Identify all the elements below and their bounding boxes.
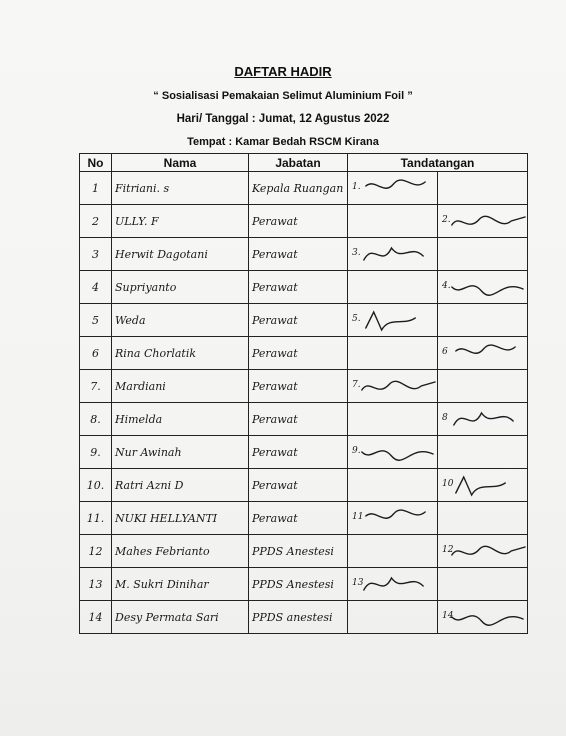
document-title: DAFTAR HADIR xyxy=(234,64,332,79)
handwritten-signature xyxy=(348,502,437,534)
row-position: PPDS Anestesi xyxy=(249,535,348,568)
row-name: Nur Awinah xyxy=(112,436,249,469)
table-row xyxy=(80,469,528,502)
row-position: Perawat xyxy=(249,436,348,469)
row-name: Ratri Azni D xyxy=(112,469,249,502)
table-row xyxy=(80,304,528,337)
row-position: Perawat xyxy=(249,403,348,436)
row-position: Perawat xyxy=(249,469,348,502)
table-row xyxy=(80,337,528,370)
row-number: 12 xyxy=(80,535,112,568)
row-position: Perawat xyxy=(249,304,348,337)
table-row xyxy=(80,271,528,304)
row-position: Perawat xyxy=(249,205,348,238)
date-line: Hari/ Tanggal : Jumat, 12 Agustus 2022 xyxy=(176,113,390,125)
table-header-row xyxy=(80,154,528,172)
table-row xyxy=(80,601,528,634)
signature-cell xyxy=(438,271,528,304)
signature-number: 14 xyxy=(442,611,454,621)
row-position: Perawat xyxy=(249,238,348,271)
event-name: “ Sosialisasi Pemakaian Selimut Aluminium Foil ” xyxy=(153,90,413,102)
signature-cell xyxy=(348,304,438,337)
signature-cell xyxy=(438,403,528,436)
row-position: Perawat xyxy=(249,370,348,403)
signature-cell xyxy=(348,601,438,634)
row-position: PPDS anestesi xyxy=(249,601,348,634)
row-number: 9. xyxy=(80,436,112,469)
handwritten-signature xyxy=(348,370,437,402)
handwritten-signature xyxy=(438,469,527,501)
signature-number: 4. xyxy=(442,281,451,291)
handwritten-signature xyxy=(348,172,437,204)
row-number: 10. xyxy=(80,469,112,502)
row-position: Kepala Ruangan xyxy=(249,172,348,205)
row-name: Mahes Febrianto xyxy=(112,535,249,568)
header-nama: Nama xyxy=(112,154,249,172)
signature-number: 12 xyxy=(442,545,454,555)
row-position: Perawat xyxy=(249,271,348,304)
handwritten-signature xyxy=(438,271,527,303)
signature-cell xyxy=(438,370,528,403)
row-number: 14 xyxy=(80,601,112,634)
signature-cell xyxy=(438,337,528,370)
signature-number: 5. xyxy=(352,314,361,324)
signature-number: 8 xyxy=(442,413,448,423)
signature-cell xyxy=(438,568,528,601)
place-line: Tempat : Kamar Bedah RSCM Kirana xyxy=(187,136,379,148)
signature-cell xyxy=(348,535,438,568)
handwritten-signature xyxy=(348,304,437,336)
signature-number: 13 xyxy=(352,578,364,588)
signature-cell xyxy=(438,172,528,205)
signature-cell xyxy=(348,403,438,436)
signature-number: 7. xyxy=(352,380,361,390)
table-row xyxy=(80,568,528,601)
signature-cell xyxy=(438,535,528,568)
signature-cell xyxy=(348,436,438,469)
table-row xyxy=(80,172,528,205)
row-name: Rina Chorlatik xyxy=(112,337,249,370)
row-position: Perawat xyxy=(249,502,348,535)
signature-number: 3. xyxy=(352,248,361,258)
signature-cell xyxy=(348,568,438,601)
table-row xyxy=(80,436,528,469)
row-number: 4 xyxy=(80,271,112,304)
row-number: 11. xyxy=(80,502,112,535)
row-number: 5 xyxy=(80,304,112,337)
row-number: 1 xyxy=(80,172,112,205)
table-row xyxy=(80,502,528,535)
signature-cell xyxy=(438,436,528,469)
row-name: Fitriani. s xyxy=(112,172,249,205)
row-name: Mardiani xyxy=(112,370,249,403)
header-no: No xyxy=(80,154,112,172)
signature-cell xyxy=(438,205,528,238)
table-row xyxy=(80,370,528,403)
row-name: Desy Permata Sari xyxy=(112,601,249,634)
row-name: Supriyanto xyxy=(112,271,249,304)
row-number: 7. xyxy=(80,370,112,403)
row-number: 8. xyxy=(80,403,112,436)
signature-cell xyxy=(348,172,438,205)
handwritten-signature xyxy=(348,568,437,600)
signature-cell xyxy=(348,502,438,535)
signature-cell xyxy=(438,601,528,634)
signature-number: 9. xyxy=(352,446,361,456)
signature-number: 6 xyxy=(442,347,448,357)
row-position: Perawat xyxy=(249,337,348,370)
handwritten-signature xyxy=(438,403,527,435)
signature-cell xyxy=(348,205,438,238)
signature-cell xyxy=(438,238,528,271)
signature-number: 11 xyxy=(352,512,364,522)
handwritten-signature xyxy=(348,238,437,270)
row-name: NUKI HELLYANTI xyxy=(112,502,249,535)
table-row xyxy=(80,205,528,238)
row-name: Weda xyxy=(112,304,249,337)
row-position: PPDS Anestesi xyxy=(249,568,348,601)
table-row xyxy=(80,403,528,436)
signature-cell xyxy=(348,337,438,370)
row-name: Herwit Dagotani xyxy=(112,238,249,271)
row-name: Himelda xyxy=(112,403,249,436)
header-jabatan: Jabatan xyxy=(249,154,348,172)
handwritten-signature xyxy=(438,535,527,567)
signature-cell xyxy=(348,271,438,304)
table-row xyxy=(80,535,528,568)
row-name: ULLY. F xyxy=(112,205,249,238)
row-number: 2 xyxy=(80,205,112,238)
handwritten-signature xyxy=(438,601,527,633)
signature-number: 1. xyxy=(352,182,361,192)
attendance-table xyxy=(79,153,528,634)
signature-number: 2. xyxy=(442,215,451,225)
signature-cell xyxy=(438,502,528,535)
handwritten-signature xyxy=(438,205,527,237)
row-name: M. Sukri Dinihar xyxy=(112,568,249,601)
signature-number: 10 xyxy=(442,479,454,489)
table-row xyxy=(80,238,528,271)
signature-cell xyxy=(438,304,528,337)
signature-cell xyxy=(348,238,438,271)
header-tandatangan: Tandatangan xyxy=(348,154,528,172)
signature-cell xyxy=(348,370,438,403)
handwritten-signature xyxy=(438,337,527,369)
signature-cell xyxy=(348,469,438,502)
row-number: 13 xyxy=(80,568,112,601)
handwritten-signature xyxy=(348,436,437,468)
row-number: 3 xyxy=(80,238,112,271)
row-number: 6 xyxy=(80,337,112,370)
signature-cell xyxy=(438,469,528,502)
